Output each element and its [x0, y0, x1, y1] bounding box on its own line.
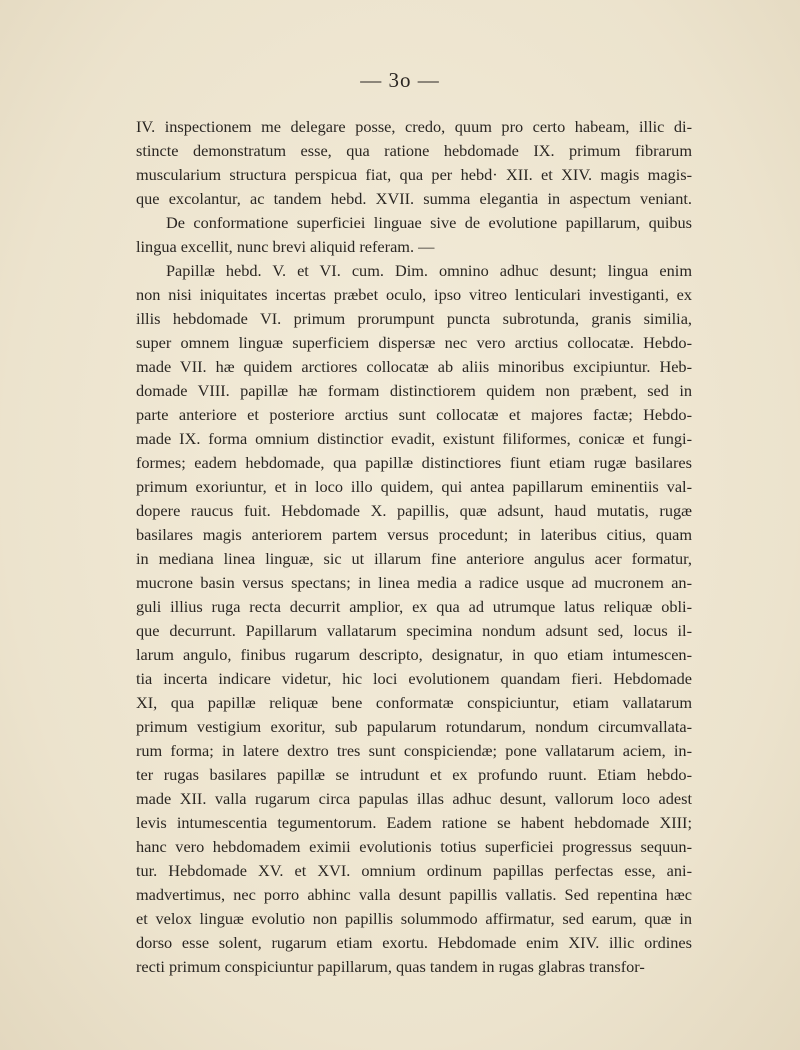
text-line: que decurrunt. Papillarum vallatarum specimina nondum adsunt sed, locus il- — [136, 621, 692, 640]
text-line: domade VIII. papillæ hæ formam distinctiorem quidem non præbent, sed in — [136, 381, 692, 400]
text-line: et velox linguæ evolutio non papillis solummodo affirmatur, sed earum, quæ in — [136, 909, 692, 928]
text-line: rum forma; in latere dextro tres sunt conspiciendæ; pone vallatarum aciem, in- — [136, 741, 692, 760]
text-line: De conformatione superficiei linguae sive de evolutione papillarum, quibus — [166, 213, 692, 232]
text-line: madvertimus, nec porro abhinc valla desunt papillis vallatis. Sed repentina hæc — [136, 885, 692, 904]
text-line: Papillæ hebd. V. et VI. cum. Dim. omnino adhuc desunt; lingua enim — [166, 261, 692, 280]
text-line: tia incerta indicare videtur, hic loci evolutionem quandam fieri. Hebdomade — [136, 669, 692, 688]
text-line: made IX. forma omnium distinctior evadit, existunt filiformes, conicæ et fungi- — [136, 429, 692, 448]
text-line: que excolantur, ac tandem hebd. XVII. summa elegantia in aspectum veniant. — [136, 189, 692, 208]
text-line: made XII. valla rugarum circa papulas illas adhuc desunt, vallorum loco adest — [136, 789, 692, 808]
text-line: XI, qua papillæ reliquæ bene conformatæ conspiciuntur, etiam vallatarum — [136, 693, 692, 712]
text-line: IV. inspectionem me delegare posse, credo, quum pro certo habeam, illic di- — [136, 117, 692, 136]
text-line: dorso esse solent, rugarum etiam exortu. Hebdomade enim XIV. illic ordines — [136, 933, 692, 952]
text-line: mucrone basin versus spectans; in linea media a radice usque ad mucronem an- — [136, 573, 692, 592]
body-text — [136, 115, 692, 979]
text-line: in mediana linea linguæ, sic ut illarum fine anteriore angulus acer formatur, — [136, 549, 692, 568]
text-line: muscularium structura perspicua fiat, qua per hebd· XII. et XIV. magis magis- — [136, 165, 692, 184]
text-line: lingua excellit, nunc brevi aliquid referam. — — [136, 237, 435, 256]
text-line: stincte demonstratum esse, qua ratione hebdomade IX. primum fibrarum — [136, 141, 692, 160]
text-line: guli illius ruga recta decurrit amplior, ex qua ad utrumque latus reliquæ obli- — [136, 597, 692, 616]
text-line: ter rugas basilares papillæ se intrudunt et ex profundo ruunt. Etiam hebdo- — [136, 765, 692, 784]
text-line: basilares magis anteriorem partem versus procedunt; in lateribus citius, quam — [136, 525, 692, 544]
text-line: recti primum conspiciuntur papillarum, quas tandem in rugas glabras transfor- — [136, 957, 645, 976]
text-line: parte anteriore et posteriore arctius sunt collocatæ et majores factæ; Hebdo- — [136, 405, 692, 424]
text-line: made VII. hæ quidem arctiores collocatæ ab aliis minoribus excipiuntur. Heb- — [136, 357, 692, 376]
text-line: levis intumescentia tegumentorum. Eadem ratione se habent hebdomade XIII; — [136, 813, 692, 832]
text-line: hanc vero hebdomadem eximii evolutionis totius superficiei progressus sequun- — [136, 837, 692, 856]
text-line: formes; eadem hebdomade, qua papillæ distinctiores fiunt etiam rugæ basilares — [136, 453, 692, 472]
text-line: primum vestigium exoritur, sub papularum rotundarum, nondum circumvallata- — [136, 717, 692, 736]
text-line: super omnem linguæ superficiem dispersæ nec vero arctius collocatæ. Hebdo- — [136, 333, 692, 352]
text-line: tur. Hebdomade XV. et XVI. omnium ordinum papillas perfectas esse, ani- — [136, 861, 692, 880]
text-line: primum exoriuntur, et in loco illo quidem, qui antea papillarum eminentiis val- — [136, 477, 692, 496]
text-line: dopere raucus fuit. Hebdomade X. papillis, quæ adsunt, haud mutatis, rugæ — [136, 501, 692, 520]
text-line: illis hebdomade VI. primum prorumpunt puncta subrotunda, granis similia, — [136, 309, 692, 328]
text-line: larum angulo, finibus rugarum descripto, designatur, in quo etiam intumescen- — [136, 645, 692, 664]
text-line: non nisi iniquitates incertas præbet oculo, ipso vitreo lenticulari investiganti, ex — [136, 285, 692, 304]
page-number: — 3o — — [360, 68, 440, 92]
